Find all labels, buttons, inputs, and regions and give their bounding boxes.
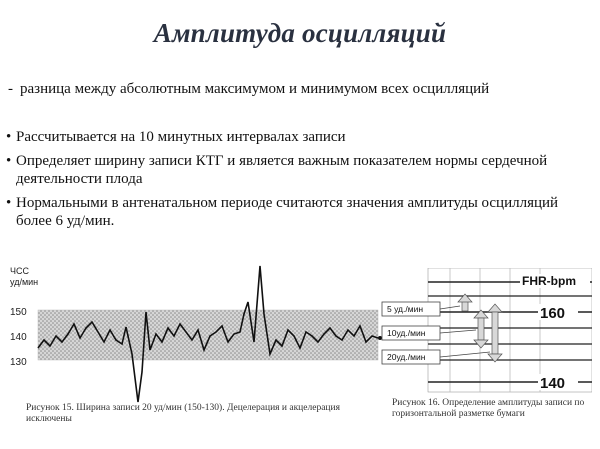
y-axis-label-hr: ЧСС <box>10 266 29 276</box>
bullet-dot: • <box>6 153 12 169</box>
y-tick-130: 130 <box>10 357 27 368</box>
dash-marker: - <box>8 81 13 97</box>
definition-line <box>8 80 593 98</box>
bullet-text: Рассчитывается на 10 минутных интервалах записи <box>16 129 346 145</box>
y-tick-150: 150 <box>10 307 27 318</box>
figure-15-caption: Рисунок 15. Ширина записи 20 уд/мин (150-130). Децелерация и акцелерация исключены <box>26 403 340 424</box>
label-5-text: 5 уд./мин <box>387 304 424 314</box>
bullet-text: Нормальными в антенатальном периоде считаются значения амплитуды осцилляций более 6 уд/мин. <box>16 195 559 229</box>
line-160-label: 160 <box>540 305 566 322</box>
figure-16-caption: Рисунок 16. Определение амплитуды записи по горизонтальной разметке бумаги <box>392 398 585 419</box>
label-10-text: 10уд./мин <box>387 328 426 338</box>
paper-grid-figure <box>380 268 592 448</box>
line-140-label: 140 <box>540 375 566 392</box>
bullet-dot: • <box>6 129 12 145</box>
y-axis-label-unit: уд/мин <box>10 277 39 287</box>
fhr-bpm-header: FHR-bpm <box>522 274 576 288</box>
slide-title: Амплитуда осцилляций <box>153 18 447 48</box>
bullet-list <box>6 128 591 236</box>
bullet-item <box>6 194 591 230</box>
definition-text: разница между абсолютным максимумом и минимумом всех осцилляций <box>20 81 490 97</box>
amplitude-band <box>38 310 378 360</box>
y-tick-140: 140 <box>10 332 27 343</box>
bullet-dot: • <box>6 195 12 211</box>
bullet-item <box>6 152 591 188</box>
bullet-text: Определяет ширину записи КТГ и является важным показателем нормы сердечной деятельности плода <box>16 153 548 187</box>
bullet-item <box>6 128 591 146</box>
label-20-text: 20уд./мин <box>387 352 426 362</box>
